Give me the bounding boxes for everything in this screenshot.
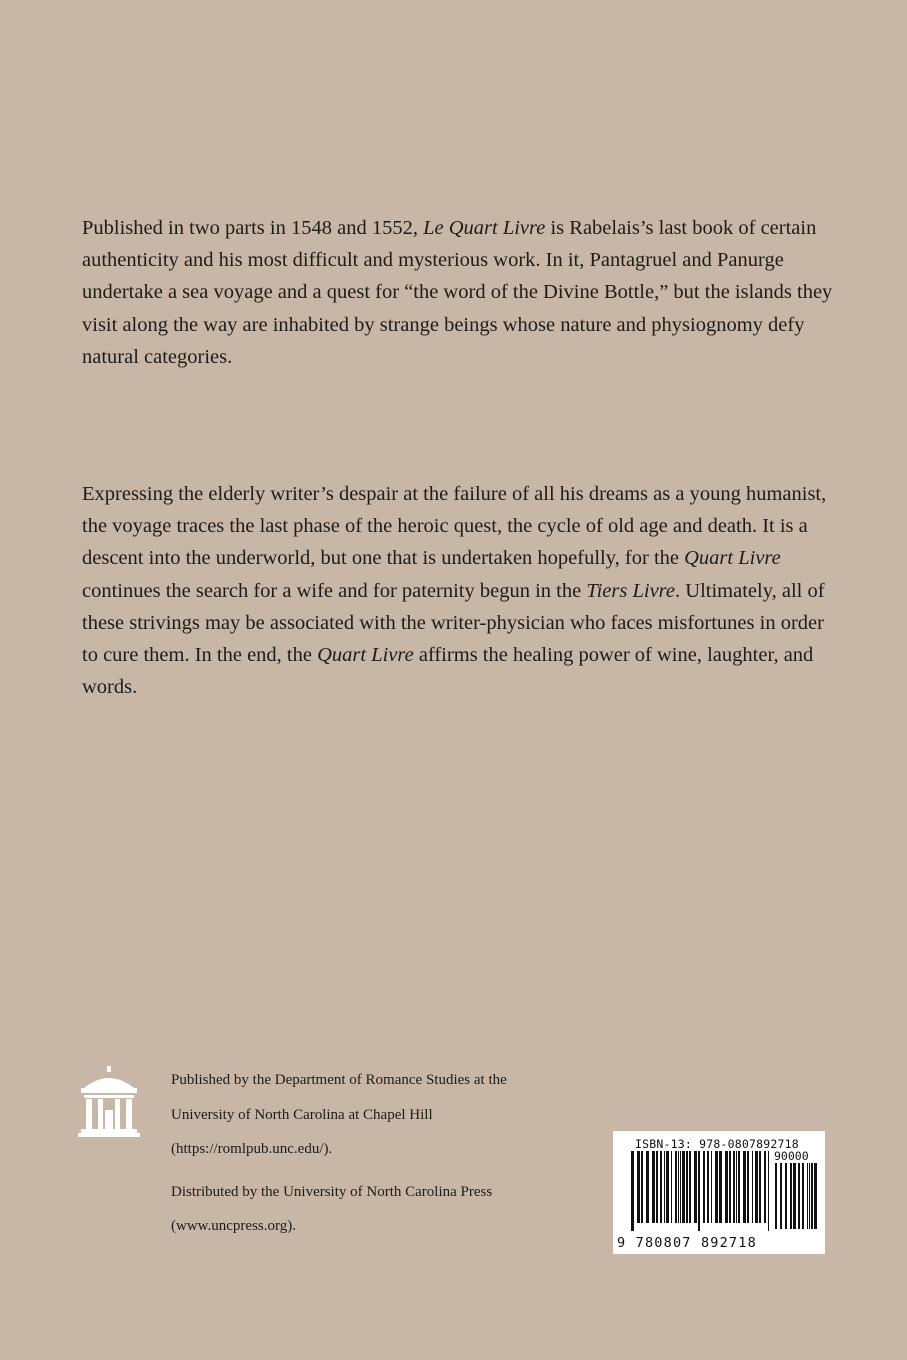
blurb-paragraph-2 [82, 478, 842, 703]
barcode-bar [703, 1151, 705, 1223]
barcode-bar [646, 1151, 649, 1223]
blurb-text: is Rabelais’s last book of certain authenticity and his most difficult and mysterious work. In it, Pantagruel and Panurge undertake a sea voyage and a quest for “the word of the Divine Bottle,” but the islands they visit along the way are inhabited by strange beings whose nature and physiognomy defy natural categories. [82, 217, 833, 368]
blurb-paragraph-1 [82, 212, 842, 373]
barcode-bar [775, 1163, 777, 1229]
barcode-bar [694, 1151, 697, 1223]
blurb-text: Expressing the elderly writer’s despair at the failure of all his dreams as a young humanist, the voyage traces the last phase of the heroic quest, the cycle of old age and death. It is a descent into the underworld, but one that is undertaken hopefully, for the [82, 483, 827, 570]
barcode-bar [814, 1163, 817, 1229]
barcode-bar [793, 1163, 796, 1229]
barcode-bar [707, 1151, 709, 1223]
barcode-bar [733, 1151, 735, 1223]
barcode-bar [738, 1151, 740, 1223]
barcode-bar [729, 1151, 731, 1223]
publisher-line: University of North Carolina at Chapel Hill [171, 1106, 433, 1123]
barcode-bar [680, 1151, 681, 1223]
blurb-text: . Ultimately, all of these strivings may be associated with the writer-physician who faces misfortunes in order to cure them. In the end, the [82, 579, 825, 667]
barcode-bar [652, 1151, 655, 1223]
publisher-url: (https://romlpub.unc.edu/). [171, 1141, 333, 1157]
barcode-bar [664, 1151, 665, 1223]
isbn-digits: 9 780807 892718 [617, 1235, 757, 1251]
old-well-icon [78, 1066, 140, 1138]
barcode-bar [747, 1151, 749, 1223]
book-title: Quart Livre [317, 644, 414, 667]
publisher-line: Published by the Department of Romance Studies at the [171, 1072, 507, 1088]
barcode-bar [798, 1163, 800, 1229]
barcode-bar [660, 1151, 662, 1223]
barcode-bar [689, 1151, 691, 1223]
barcode-bar [768, 1151, 769, 1231]
book-title: Tiers Livre [586, 579, 676, 602]
barcode-bar [675, 1151, 677, 1223]
barcode-bar [698, 1151, 700, 1231]
barcode-bar [666, 1151, 669, 1223]
barcode-bar [780, 1163, 782, 1229]
barcode-bar [682, 1151, 685, 1223]
barcode-bar [715, 1151, 718, 1223]
barcode-bar [802, 1163, 804, 1229]
barcode-bar [641, 1151, 643, 1223]
barcode-bar [752, 1151, 753, 1223]
blurb-text: affirms the healing power of wine, laughter, and words. [82, 644, 814, 699]
barcode-bar [809, 1163, 810, 1229]
barcode-bar [759, 1151, 761, 1223]
barcode-bar [671, 1151, 672, 1223]
barcode-bar [678, 1151, 679, 1223]
isbn-barcode [613, 1131, 825, 1254]
barcode-bar [807, 1163, 808, 1229]
blurb-text: Published in two parts in 1548 and 1552, [82, 217, 424, 239]
blurb-text: continues the search for a wife and for paternity begun in the [82, 579, 587, 602]
barcode-bar [736, 1151, 737, 1223]
barcode-bar [743, 1151, 746, 1223]
price-code: 90000 [774, 1149, 809, 1163]
barcode-bar [637, 1151, 640, 1223]
isbn-label: ISBN-13: 978-0807892718 [635, 1137, 799, 1151]
barcode-bar [686, 1151, 688, 1223]
barcode-bar [785, 1163, 787, 1229]
distributor-line: Distributed by the University of North Carolina Press [171, 1183, 493, 1200]
publisher-info [171, 1063, 591, 1244]
barcode-bar [711, 1151, 712, 1223]
barcode-bar [755, 1151, 758, 1223]
distributor-url: (www.uncpress.org). [171, 1218, 296, 1234]
book-title: Quart Livre [684, 547, 781, 570]
book-title: Le Quart Livre [423, 217, 546, 239]
barcode-bar [656, 1151, 658, 1223]
barcode-bar [725, 1151, 728, 1223]
barcode-bar [719, 1151, 722, 1223]
barcode-bar [790, 1163, 792, 1229]
barcode-bar [811, 1163, 813, 1229]
barcode-bar [631, 1151, 634, 1231]
barcode-bar [764, 1151, 766, 1223]
